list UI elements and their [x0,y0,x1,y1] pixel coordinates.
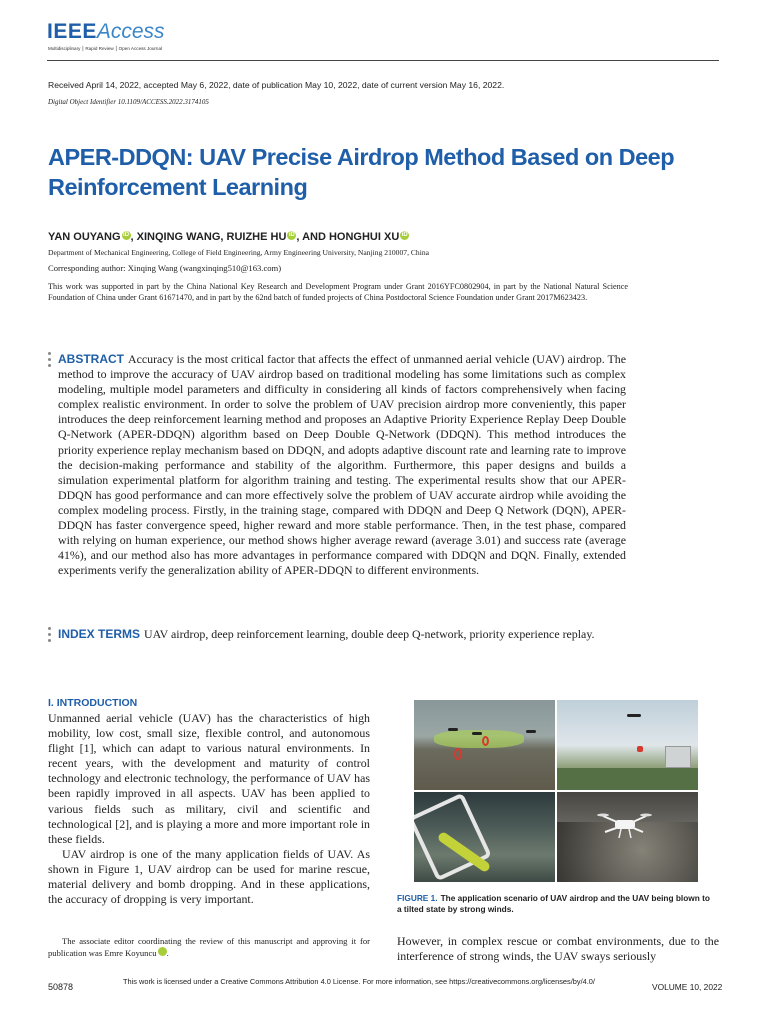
author-name: YAN OUYANG [48,231,121,243]
license-line[interactable]: This work is licensed under a Creative Commons Attribution 4.0 License. For more information, see https://creativecommons.org/licenses/by/4.0/ [123,977,595,986]
volume-label: VOLUME 10, 2022 [652,982,723,992]
index-terms-text: UAV airdrop, deep reinforcement learning, double deep Q-network, priority experience replay. [144,627,595,641]
section-heading-introduction: I. INTRODUCTION [48,697,138,709]
editor-footnote [48,935,370,959]
figure-label: FIGURE 1. [397,893,438,903]
index-terms-marker-icon [48,627,52,645]
figure-1-caption [397,893,715,914]
figure-panel-marine-rescue [414,700,555,790]
journal-logo [47,20,165,44]
page-number: 50878 [48,982,74,992]
paragraph: Unmanned aerial vehicle (UAV) has the characteristics of high mobility, low cost, small size, flexible control, and autonomous flight [1], which can adapt to various natural environments. In recent years, with the development and maturity of control technology and electronic technology, the performance of UAV has been rapidly improved in all aspects. UAV has been applied to various fields such as military, civil and scientific and technological [2], and is playing a more and more important role in these fields. [48,711,370,846]
figure-panel-material-delivery [557,700,698,790]
footnote-text: The associate editor coordinating the review of this manuscript and approving it for publication was Emre Koyuncu [48,936,370,958]
footnote-end: . [166,948,169,958]
paper-title: APER-DDQN: UAV Precise Airdrop Method Based on Deep Reinforcement Learning [48,144,675,200]
orcid-icon[interactable]: iD [401,232,408,238]
drone-icon [597,810,652,840]
received-dates: Received April 14, 2022, accepted May 6, 2022, date of publication May 10, 2022, date of current version May 16, 2022. [48,80,505,90]
index-terms [58,627,626,642]
abstract [58,352,626,578]
orcid-icon[interactable]: iD [123,232,130,238]
logo-ieee-text: IEEE [47,20,97,43]
abstract-text: Accuracy is the most critical factor that affects the effect of unmanned aerial vehicle (UAV) airdrop. The method to improve the accuracy of UAV airdrop based on traditional modeling has some limitations such as complex modeling, multiple model parameters and difficulty in considering all kinds of factors comprehensively when facing complex realistic environment. In order to solve the problem of UAV precision airdrop more conveniently, this paper introduces the deep reinforcement learning method and proposes an Adaptive Priority Experience Replay Deep Double Q-Network (APER-DDQN) algorithm based on Deep Double Q-Network (DDQN). This method introduces the priority experience replay mechanism based on DDQN, and adopts adaptive discount rate and learning rate to improve the decision-making performance and stability of the algorithm. Furthermore, this paper designs and builds a simulation experimental platform for algorithm training and testing. The experimental results show that our APER-DDQN has good performance and can more effectively solve the problem of UAV accurate airdrop while avoiding the complex modeling process. Firstly, in the training stage, compared with DDQN and Deep Q Network (DQN), APER-DDQN has faster convergence speed, higher reward and more stable performance. Then, in the test phase, compared with relying on human experience, our method shows higher average reward (average 3.01) and success rate (average 41%), and our method also has more advantages in performance compared with DDQN and DQN. Finally, extended experiments verify the generalization ability of APER-DDQN to different environments. [58,352,626,578]
paragraph: UAV airdrop is one of the many application fields of UAV. As shown in Figure 1, UAV airdrop can be used for marine rescue, material delivery and bomb dropping. And in these applications, the accuracy of dropping is very important. [48,846,370,907]
figure-panel-bomb-dropping [414,792,555,882]
index-terms-heading: INDEX TERMS [58,627,141,641]
logo-tagline: Multidisciplinary ⎮ Rapid Review ⎮ Open Access Journal [48,46,163,51]
funding-statement: This work was supported in part by the China National Key Research and Development Program under Grant 2016YFC0802904, in part by the National Natural Science Foundation of China under Grant 61671470, and in part by the 62nd batch of funded projects of China Postdoctoral Science Foundation under Grant 2017M623423. [48,282,628,302]
figure-caption-text: The application scenario of UAV airdrop and the UAV being blown to a tilted state by strong winds. [397,893,710,914]
abstract-heading: ABSTRACT [58,352,124,366]
orcid-icon[interactable]: iD [288,232,295,238]
author-list [48,231,409,243]
paragraph: However, in complex rescue or combat environments, due to the interference of strong winds, the UAV sways seriously [397,934,719,964]
affiliation: Department of Mechanical Engineering, College of Field Engineering, Army Engineering University, Nanjing 210007, China [48,248,429,257]
doi-line: Digital Object Identifier 10.1109/ACCESS.2022.3174105 [48,98,209,106]
header-rule [47,60,719,61]
logo-access-text: Access [96,20,165,43]
figure-panel-tilted-uav [557,792,698,882]
introduction-body [48,711,370,907]
corresponding-author: Corresponding author: Xinqing Wang (wangxinqing510@163.com) [48,263,282,273]
author-name: , AND HONGHUI XU [296,231,400,243]
author-name: , XINQING WANG, RUIZHE HU [130,231,287,243]
figure-1-image [414,700,698,882]
orcid-icon[interactable]: iD [158,947,167,956]
abstract-marker-icon [48,352,52,370]
